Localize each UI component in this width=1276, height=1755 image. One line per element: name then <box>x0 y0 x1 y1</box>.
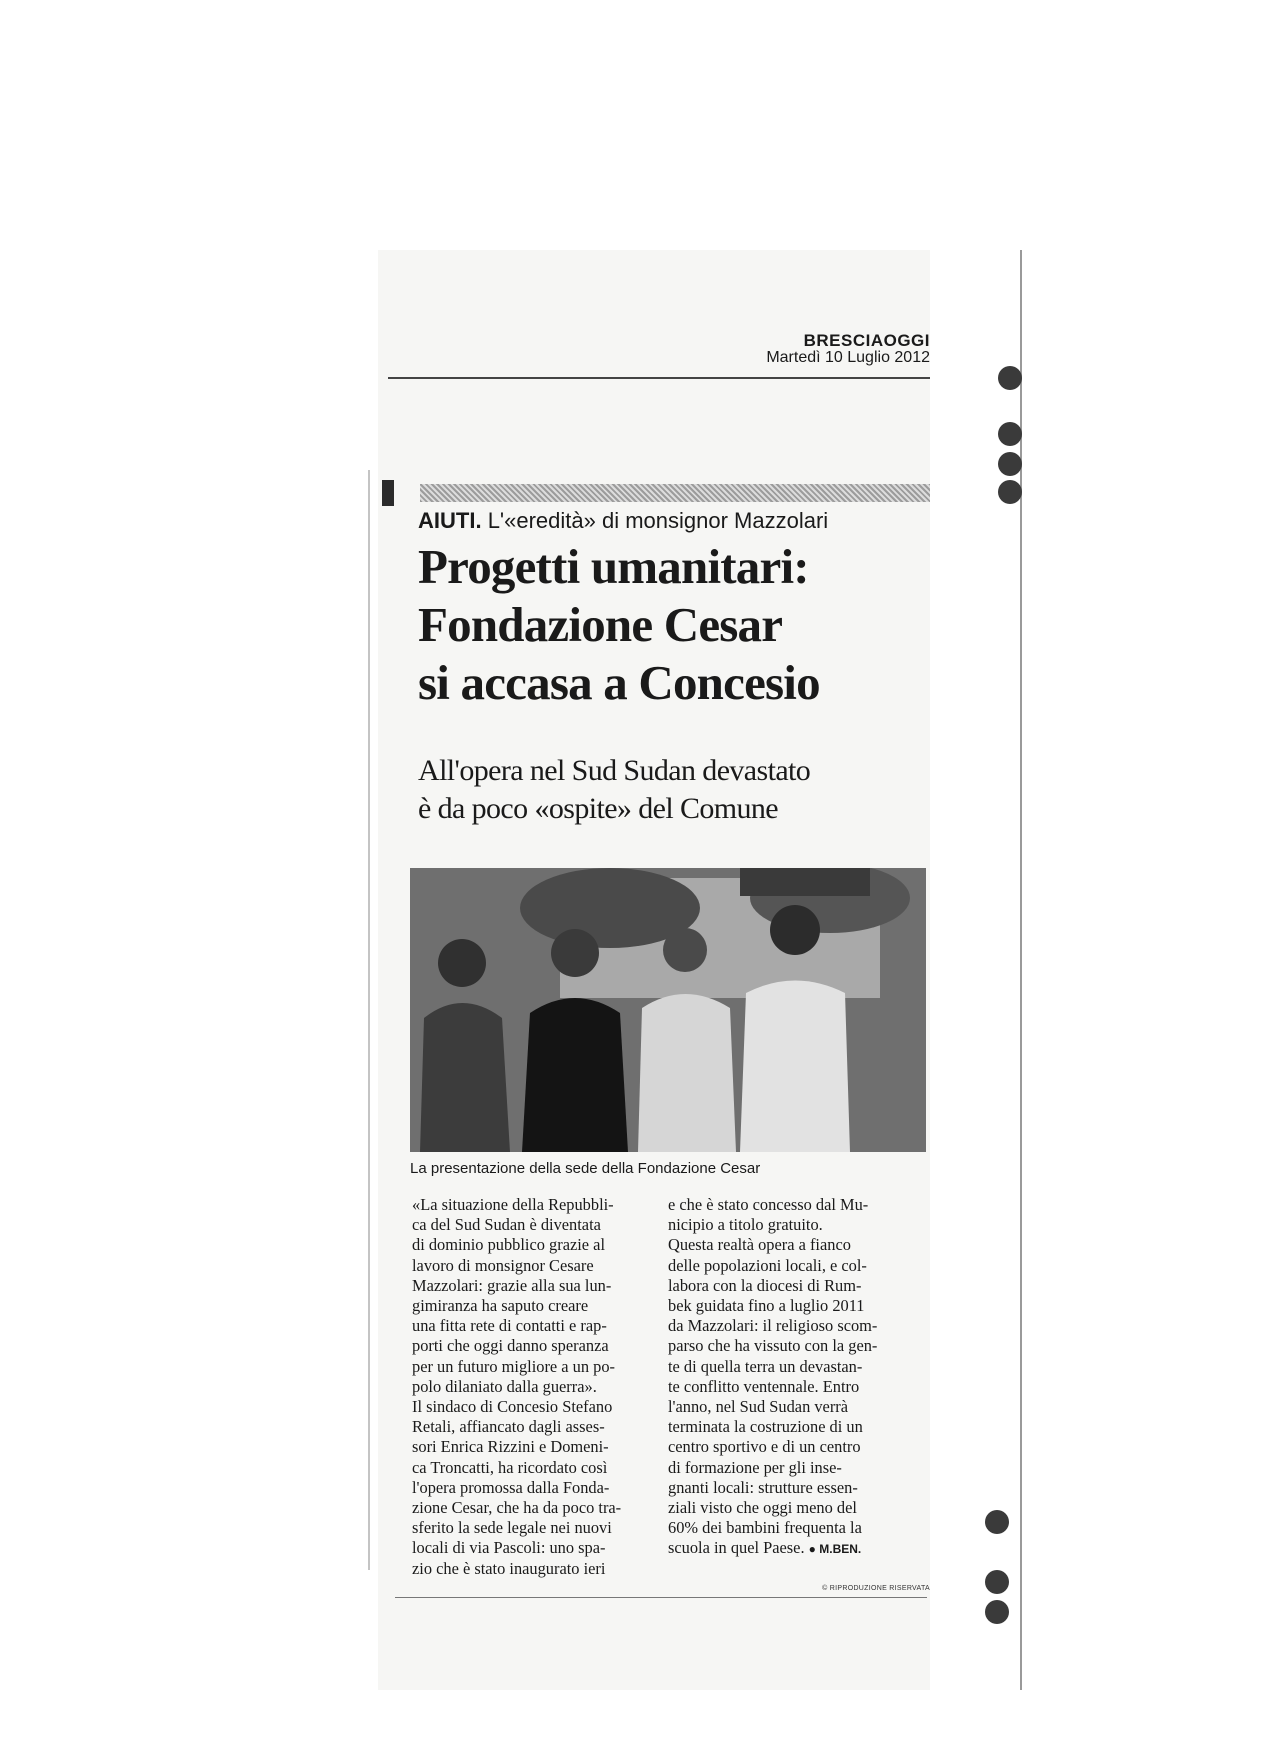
binder-hole <box>998 452 1022 476</box>
article-column-2 <box>668 1195 916 1560</box>
body-line: Retali, affiancato dagli asses- <box>412 1417 605 1437</box>
body-line: ca Troncatti, ha ricordato così <box>412 1457 608 1477</box>
body-line: di formazione per gli inse- <box>668 1457 842 1477</box>
body-line: l'opera promossa dalla Fonda- <box>412 1477 610 1497</box>
body-line: 60% dei bambini frequenta la <box>668 1518 862 1538</box>
body-line: Il sindaco di Concesio Stefano <box>412 1397 613 1417</box>
body-line: sori Enrica Rizzini e Domeni- <box>412 1437 609 1457</box>
body-line: terminata la costruzione di un <box>668 1417 863 1437</box>
article-column-1 <box>412 1195 660 1579</box>
kicker-tag: AIUTI. <box>418 508 482 533</box>
body-line: e che è stato concesso dal Mu- <box>668 1195 869 1214</box>
body-line: te conflitto ventennale. Entro <box>668 1376 860 1396</box>
section-band <box>420 484 930 502</box>
group-photo-illustration <box>410 868 926 1152</box>
headline-line: Fondazione Cesar <box>418 597 783 652</box>
clipping-left-edge <box>368 470 370 1570</box>
body-line: per un futuro migliore a un po- <box>412 1356 616 1376</box>
body-line: ziali visto che oggi meno del <box>668 1498 857 1518</box>
body-line: delle popolazioni locali, e col- <box>668 1255 867 1275</box>
body-line: locali di via Pascoli: uno spa- <box>412 1538 606 1558</box>
article-photo <box>410 868 926 1152</box>
headline-line: si accasa a Concesio <box>418 655 820 710</box>
subhead-line: All'opera nel Sud Sudan devastato <box>418 754 811 787</box>
headline-line: Progetti umanitari: <box>418 539 809 594</box>
body-line <box>668 1538 916 1559</box>
binder-hole <box>998 480 1022 504</box>
body-line: ca del Sud Sudan è diventata <box>412 1215 601 1235</box>
issue-date: Martedì 10 Luglio 2012 <box>766 348 930 366</box>
photo-caption: La presentazione della sede della Fondazione Cesar <box>410 1160 761 1177</box>
body-line: di dominio pubblico grazie al <box>412 1235 605 1255</box>
body-line: polo dilaniato dalla guerra». <box>412 1376 597 1396</box>
binder-hole <box>985 1600 1009 1624</box>
body-line: sferito la sede legale nei nuovi <box>412 1518 612 1538</box>
body-line-end: scuola in quel Paese. <box>668 1538 805 1558</box>
body-line: Questa realtà opera a fianco <box>668 1235 851 1255</box>
body-line: labora con la diocesi di Rum- <box>668 1275 862 1295</box>
body-line: bek guidata fino a luglio 2011 <box>668 1296 865 1316</box>
subhead-line: è da poco «ospite» del Comune <box>418 792 779 825</box>
newspaper-name: BRESCIAOGGI <box>803 331 930 350</box>
body-line: parso che ha vissuto con la gen- <box>668 1336 878 1356</box>
body-line: gimiranza ha saputo creare <box>412 1296 589 1316</box>
binder-hole <box>998 366 1022 390</box>
body-line: te di quella terra un devastan- <box>668 1356 863 1376</box>
body-line: nicipio a titolo gratuito. <box>668 1215 823 1235</box>
body-line: zio che è stato inaugurato ieri <box>412 1558 606 1578</box>
body-line: l'anno, nel Sud Sudan verrà <box>668 1397 849 1417</box>
body-line: gnanti locali: strutture essen- <box>668 1477 858 1497</box>
section-marker <box>382 480 394 506</box>
body-line: porti che oggi danno speranza <box>412 1336 609 1356</box>
body-line: lavoro di monsignor Cesare <box>412 1255 594 1275</box>
bottom-rule <box>395 1597 927 1598</box>
kicker-text: L'«eredità» di monsignor Mazzolari <box>487 508 829 533</box>
body-line: «La situazione della Repubbli- <box>412 1195 614 1214</box>
body-line: da Mazzolari: il religioso scom- <box>668 1316 878 1336</box>
masthead-rule <box>388 377 930 379</box>
body-line: centro sportivo e di un centro <box>668 1437 861 1457</box>
body-line: una fitta rete di contatti e rap- <box>412 1316 607 1336</box>
article-subhead <box>418 752 938 828</box>
body-line: Mazzolari: grazie alla sua lun- <box>412 1275 612 1295</box>
article-headline <box>418 538 938 712</box>
body-line: zione Cesar, che ha da poco tra- <box>412 1498 622 1518</box>
article-kicker <box>418 508 938 534</box>
binder-hole <box>998 422 1022 446</box>
copyright-notice: © RIPRODUZIONE RISERVATA <box>822 1585 930 1592</box>
masthead <box>640 332 930 367</box>
binder-hole <box>985 1510 1009 1534</box>
author-signature: ● M.BEN. <box>808 1542 862 1557</box>
binder-hole <box>985 1570 1009 1594</box>
